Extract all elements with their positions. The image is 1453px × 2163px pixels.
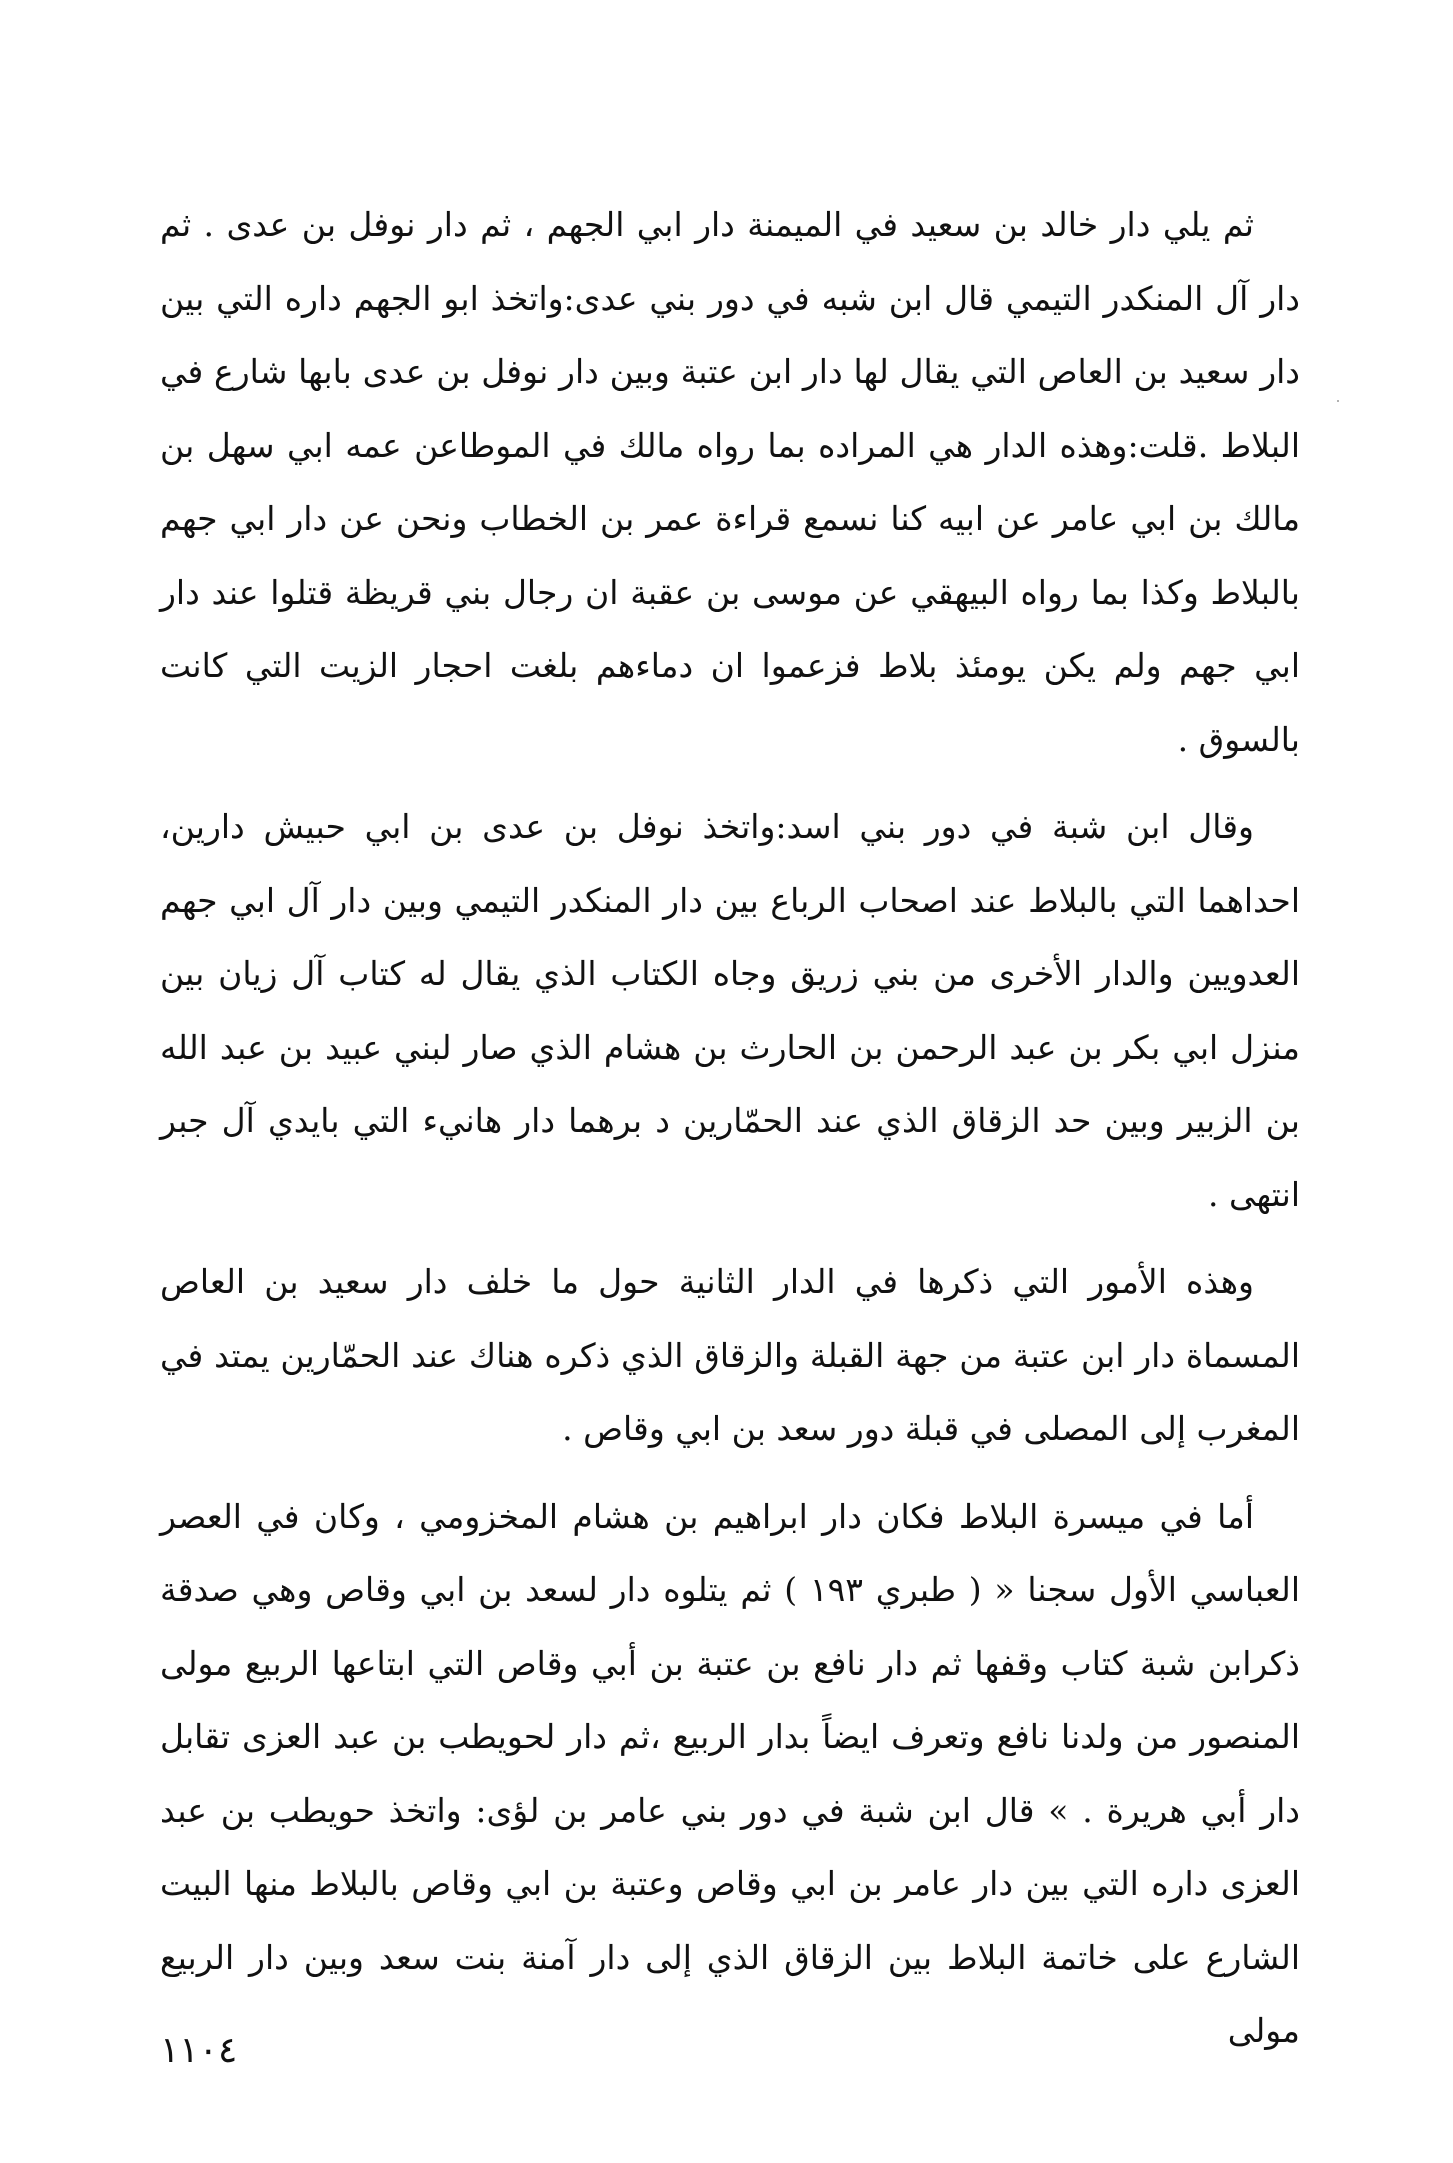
paragraph-1: ثم يلي دار خالد بن سعيد في الميمنة دار ابي الجهم ، ثم دار نوفل بن عدى . ثم دار آل المنكدر التيمي قال ابن شبه في دور بني عدى:واتخذ ابو الجهم داره التي بين دار سعيد بن العاص التي يقال لها دار ابن عتبة وبين دار نوفل بن عدى بابها شارع في البلاط .قلت:وهذه الدار هي المراده بما رواه مالك في الموطاعن عمه ابي سهل بن مالك بن ابي عامر عن ابيه كنا نسمع قراءة عمر بن الخطاب ونحن عن دار ابي جهم بالبلاط وكذا بما رواه البيهقي عن موسى بن عقبة ان رجال بني قريظة قتلوا عند دار ابي جهم ولم يكن يومئذ بلاط فزعموا ان دماءهم بلغت احجار الزيت التي كانت بالسوق . — [160, 205, 1300, 759]
paragraph-3: وهذه الأمور التي ذكرها في الدار الثانية حول ما خلف دار سعيد بن العاص المسماة دار ابن عتبة من جهة القبلة والزقاق الذي ذكره هناك عند الحمّارين يمتد في المغرب إلى المصلى في قبلة دور سعد بن ابي وقاص . — [160, 1262, 1300, 1448]
paragraph-4: أما في ميسرة البلاط فكان دار ابراهيم بن هشام المخزومي ، وكان في العصر العباسي الأول سجنا « ( طبري ١٩٣ ) ثم يتلوه دار لسعد بن ابي وقاص وهي صدقة ذكرابن شبة كتاب وقفها ثم دار نافع بن عتبة بن أبي وقاص التي ابتاعها الربيع مولى المنصور من ولدنا نافع وتعرف ايضاً بدار الربيع ،ثم دار لحويطب بن عبد العزى تقابل دار أبي هريرة . » قال ابن شبة في دور بني عامر بن لؤى: واتخذ حويطب بن عبد العزى داره التي بين دار عامر بن ابي وقاص وعتبة بن ابي وقاص بالبلاط منها البيت الشارع على خاتمة البلاط بين الزقاق الذي إلى دار آمنة بنت سعد وبين دار الربيع مولى — [160, 1496, 1300, 2050]
page-number: ١١٠٤ — [160, 2030, 238, 2071]
paragraph-2: وقال ابن شبة في دور بني اسد:واتخذ نوفل بن عدى بن ابي حبيش دارين، احداهما التي بالبلاط عند اصحاب الرباع بين دار المنكدر التيمي وبين دار آل ابي جهم العدويين والدار الأخرى من بني زريق وجاه الكتاب الذي يقال له كتاب آل زيان بين منزل ابي بكر بن عبد الرحمن بن الحارث بن هشام الذي صار لبني عبيد بن عبد الله بن الزبير وبين حد الزقاق الذي عند الحمّارين د برهما دار هانيء التي بايدي آل جبر انتهى . — [160, 807, 1300, 1214]
scan-speck — [1337, 400, 1339, 402]
body-text — [160, 188, 1300, 2068]
